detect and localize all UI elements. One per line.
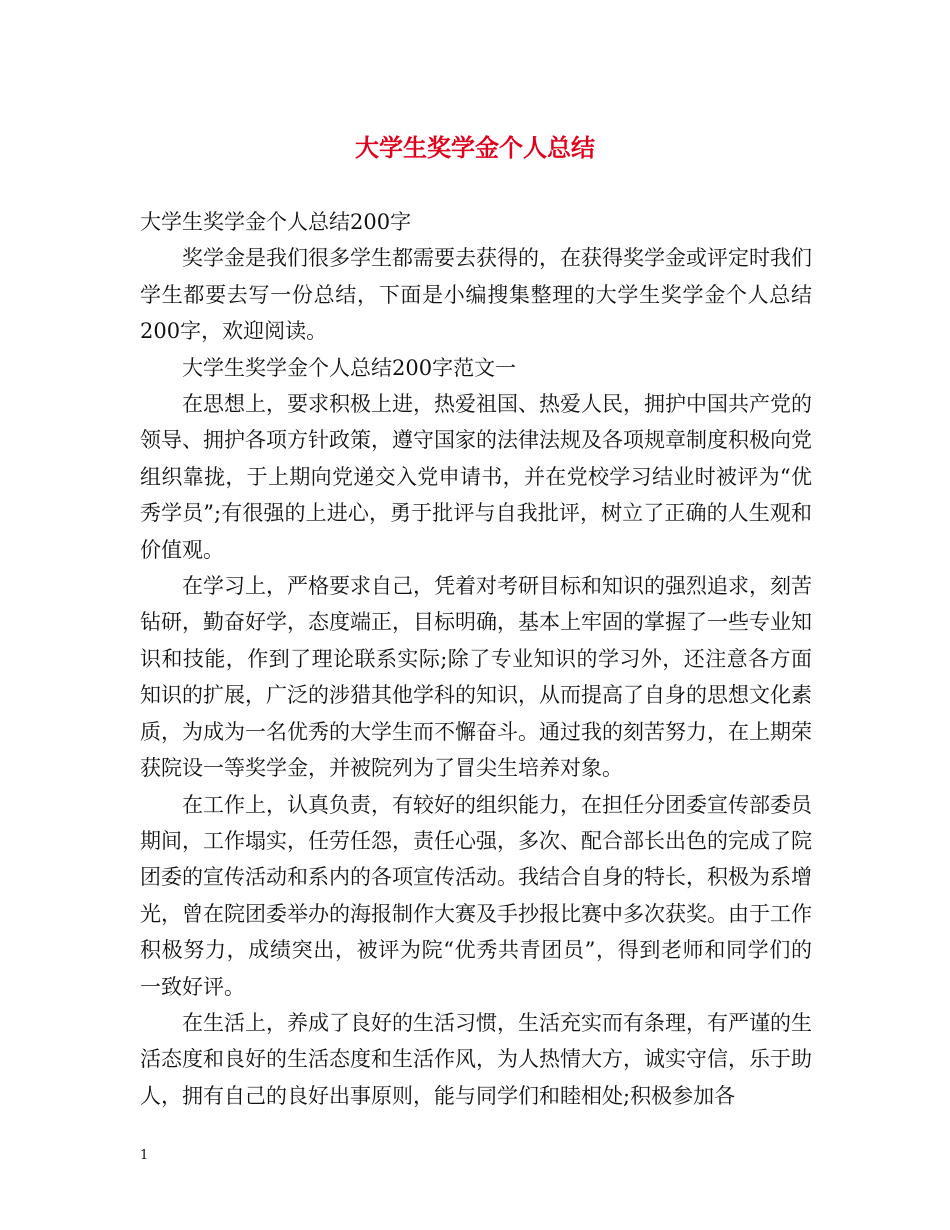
document-subtitle: 大学生奖学金个人总结200字 xyxy=(140,210,412,234)
section-heading: 大学生奖学金个人总结200字范文一 xyxy=(182,355,517,380)
page-number: 1 xyxy=(140,1148,149,1163)
document-body xyxy=(140,204,812,1114)
paragraph-life: 在生活上，养成了良好的生活习惯，生活充实而有条理，有严谨的生活态度和良好的生活态度和生活作风，为人热情大方，诚实守信，乐于助人，拥有自己的良好出事原则，能与同学们和睦相处;积极参加各 xyxy=(140,1010,812,1108)
paragraph-study: 在学习上，严格要求自己，凭着对考研目标和知识的强烈追求，刻苦钻研，勤奋好学，态度端正，目标明确，基本上牢固的掌握了一些专业知识和技能，作到了理论联系实际;除了专业知识的学习外，还注意各方面知识的扩展，广泛的涉猎其他学科的知识，从而提高了自身的思想文化素质，为成为一名优秀的大学生而不懈奋斗。通过我的刻苦努力，在上期荣获院设一等奖学金，并被院列为了冒尖生培养对象。 xyxy=(140,574,812,781)
paragraph-intro: 奖学金是我们很多学生都需要去获得的，在获得奖学金或评定时我们学生都要去写一份总结，下面是小编搜集整理的大学生奖学金个人总结200字，欢迎阅读。 xyxy=(140,246,812,344)
document-title: 大学生奖学金个人总结 xyxy=(355,133,595,162)
paragraph-ideology: 在思想上，要求积极上进，热爱祖国、热爱人民，拥护中国共产党的领导、拥护各项方针政策，遵守国家的法律法规及各项规章制度积极向党组织靠拢，于上期向党递交入党申请书，并在党校学习结业时被评为“优秀学员”;有很强的上进心，勇于批评与自我批评，树立了正确的人生观和价值观。 xyxy=(140,392,812,562)
paragraph-work: 在工作上，认真负责，有较好的组织能力，在担任分团委宣传部委员期间，工作塌实，任劳任怨，责任心强，多次、配合部长出色的完成了院团委的宣传活动和系内的各项宣传活动。我结合自身的特长，积极为系增光，曾在院团委举办的海报制作大赛及手抄报比赛中多次获奖。由于工作积极努力，成绩突出，被评为院“优秀共青团员”，得到老师和同学们的一致好评。 xyxy=(140,792,812,999)
